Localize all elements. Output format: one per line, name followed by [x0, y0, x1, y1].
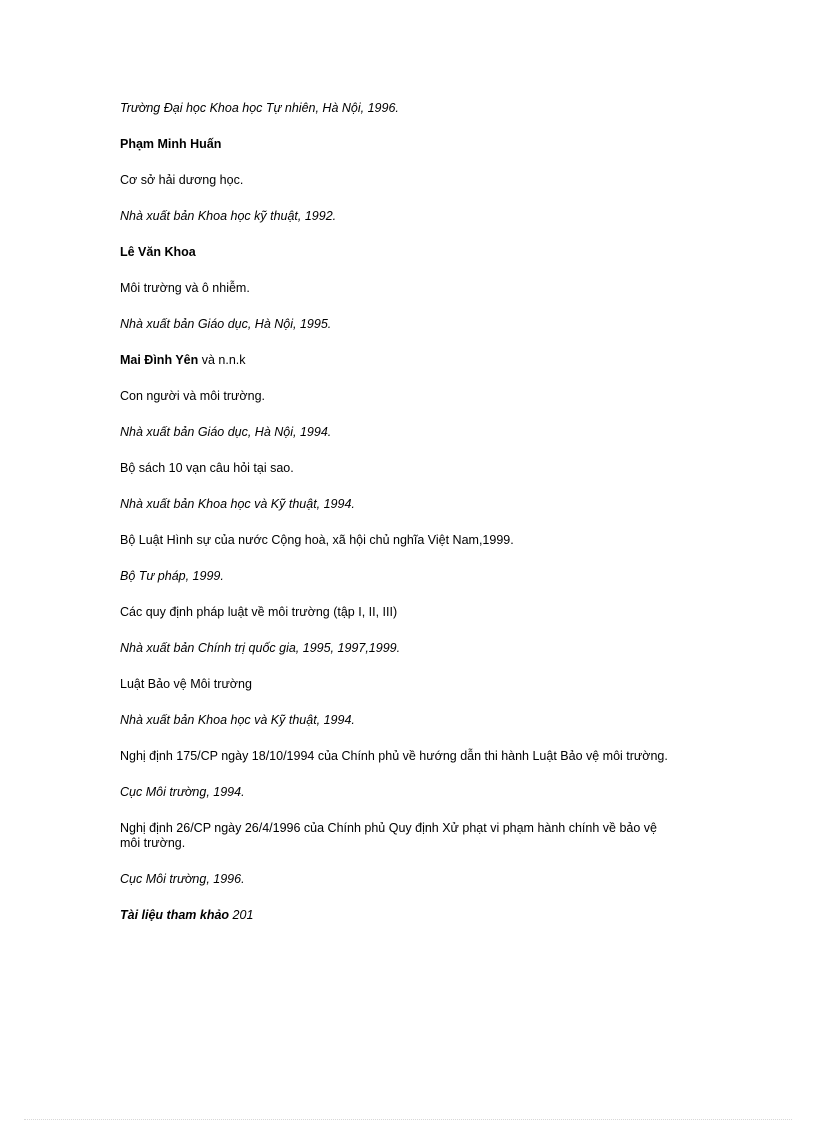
book-title: Bộ sách 10 vạn câu hỏi tại sao. — [120, 461, 294, 475]
page-footer — [120, 908, 680, 923]
book-title: Con người và môi trường. — [120, 389, 265, 403]
book-title: Cơ sở hải dương học. — [120, 173, 244, 187]
page-bottom-divider — [24, 1119, 792, 1120]
book-title: Bộ Luật Hình sự của nước Cộng hoà, xã hội chủ nghĩa Việt Nam,1999. — [120, 533, 514, 547]
footer-label: Tài liệu tham khảo — [120, 908, 230, 922]
author-name: Lê Văn Khoa — [120, 245, 196, 259]
author-name: Phạm Minh Huấn — [120, 137, 222, 151]
book-title: Các quy định pháp luật về môi trường (tập I, II, III) — [120, 605, 398, 619]
publisher-line: Nhà xuất bản Giáo dục, Hà Nội, 1994. — [120, 425, 332, 439]
reference-list — [120, 101, 680, 944]
publisher-line: Cục Môi trường, 1994. — [120, 785, 245, 799]
book-title: Nghị định 175/CP ngày 18/10/1994 của Chính phủ về hướng dẫn thi hành Luật Bảo vệ môi trường. — [120, 749, 668, 763]
publisher-line: Nhà xuất bản Khoa học kỹ thuật, 1992. — [120, 209, 337, 223]
book-title: Luật Bảo vệ Môi trường — [120, 677, 252, 691]
publisher-line: Nhà xuất bản Khoa học và Kỹ thuật, 1994. — [120, 713, 355, 727]
author-name: Mai Đình Yên — [120, 353, 199, 367]
publisher-line: Trường Đại học Khoa học Tự nhiên, Hà Nội, 1996. — [120, 101, 399, 115]
author-line — [120, 353, 680, 368]
publisher-line: Nhà xuất bản Giáo dục, Hà Nội, 1995. — [120, 317, 332, 331]
publisher-line: Bộ Tư pháp, 1999. — [120, 569, 224, 583]
book-title: Môi trường và ô nhiễm. — [120, 281, 250, 295]
publisher-line: Nhà xuất bản Chính trị quốc gia, 1995, 1997,1999. — [120, 641, 401, 655]
publisher-line: Cục Môi trường, 1996. — [120, 872, 245, 886]
book-title: Nghị định 26/CP ngày 26/4/1996 của Chính phủ Quy định Xử phạt vi phạm hành chính về bảo vệ môi trường. — [120, 821, 657, 850]
publisher-line: Nhà xuất bản Khoa học và Kỹ thuật, 1994. — [120, 497, 355, 511]
page-number: 201 — [229, 908, 254, 922]
author-suffix: và n.n.k — [198, 353, 246, 367]
